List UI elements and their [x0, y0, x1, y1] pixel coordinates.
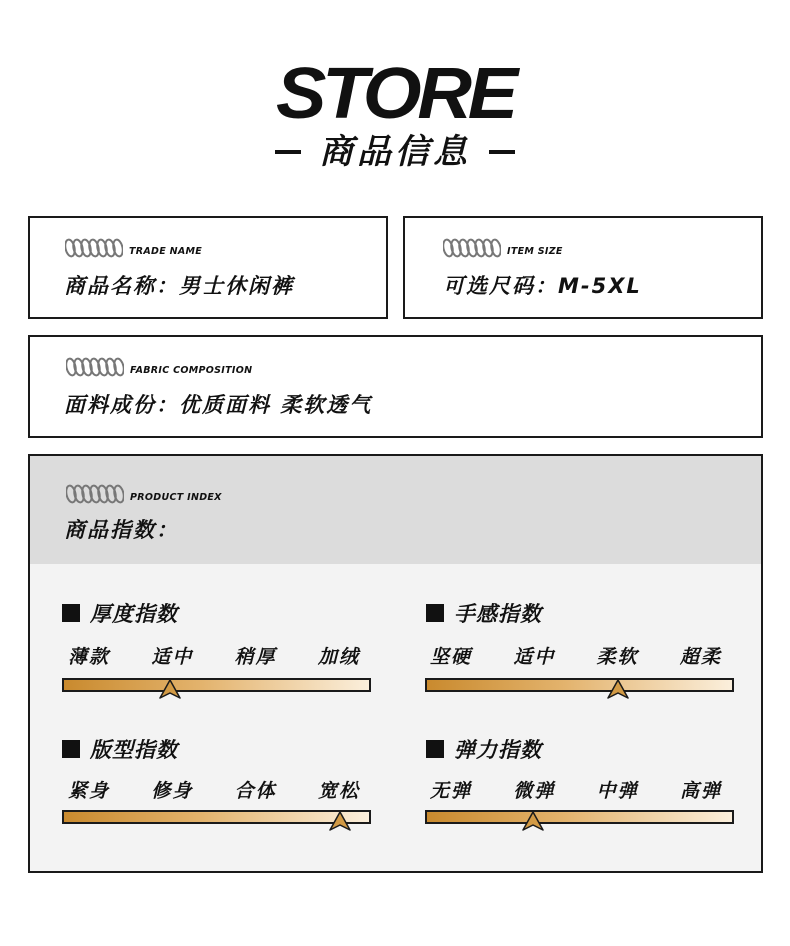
- scale-label: 微弹: [513, 780, 556, 802]
- product-index-header: [30, 456, 761, 564]
- title-dash-right: [489, 150, 515, 154]
- black-square-icon: [62, 740, 80, 758]
- feel-title-text: 手感指数: [454, 602, 542, 626]
- page-title-text: 商品信息: [319, 132, 471, 172]
- fit-index-title: [62, 734, 178, 764]
- product-index-value: 商品指数：: [64, 518, 179, 542]
- scale-label: 超柔: [679, 646, 722, 668]
- spring-coil-icon: [66, 357, 124, 377]
- fabric-card: [28, 335, 763, 438]
- thickness-scale-labels: [68, 642, 360, 669]
- store-logo: STORE: [275, 54, 515, 134]
- thickness-level-bar: [62, 678, 371, 692]
- fit-scale-labels: [68, 776, 360, 803]
- trade-name-tag: [65, 238, 202, 258]
- triangle-marker-icon: [159, 679, 181, 699]
- trade-name-card: [28, 216, 388, 319]
- product-index-tag-text: PRODUCT INDEX: [130, 492, 222, 503]
- item-size-card: [403, 216, 763, 319]
- black-square-icon: [62, 604, 80, 622]
- scale-label: 稍厚: [234, 646, 277, 668]
- spring-coil-icon: [65, 238, 123, 258]
- spring-coil-icon: [443, 238, 501, 258]
- scale-label: 修身: [151, 780, 194, 802]
- product-index-card: [28, 454, 763, 873]
- scale-label: 中弹: [596, 780, 639, 802]
- scale-label: 合体: [234, 780, 277, 802]
- product-index-tag: [66, 484, 222, 504]
- fabric-value: 面料成份：优质面料 柔软透气: [64, 393, 373, 417]
- feel-index-title: [426, 598, 542, 628]
- title-dash-left: [275, 150, 301, 154]
- triangle-marker-icon: [329, 811, 351, 831]
- scale-label: 加绒: [317, 646, 360, 668]
- item-size-tag-text: ITEM SIZE: [507, 246, 563, 257]
- elasticity-index-title: [426, 734, 542, 764]
- trade-name-tag-text: TRADE NAME: [129, 246, 203, 257]
- scale-label: 适中: [151, 646, 194, 668]
- scale-label: 适中: [513, 646, 556, 668]
- spring-coil-icon: [66, 484, 124, 504]
- trade-name-value: 商品名称：男士休闲裤: [64, 274, 294, 298]
- fabric-tag-text: FABRIC COMPOSITION: [130, 365, 253, 376]
- black-square-icon: [426, 740, 444, 758]
- feel-level-bar: [425, 678, 734, 692]
- scale-label: 紧身: [68, 780, 111, 802]
- triangle-marker-icon: [522, 811, 544, 831]
- elasticity-scale-labels: [430, 776, 722, 803]
- black-square-icon: [426, 604, 444, 622]
- fabric-tag: [66, 357, 252, 377]
- feel-scale-labels: [430, 642, 722, 669]
- item-size-tag: [443, 238, 563, 258]
- scale-label: 坚硬: [430, 646, 473, 668]
- item-size-value: 可选尺码：M-5XL: [443, 274, 642, 298]
- scale-label: 无弹: [430, 780, 473, 802]
- scale-label: 高弹: [679, 780, 722, 802]
- thickness-index-title: [62, 598, 178, 628]
- fit-title-text: 版型指数: [90, 738, 178, 762]
- scale-label: 柔软: [596, 646, 639, 668]
- fit-level-bar: [62, 810, 371, 824]
- scale-label: 薄款: [68, 646, 111, 668]
- triangle-marker-icon: [607, 679, 629, 699]
- elasticity-level-bar: [425, 810, 734, 824]
- elasticity-title-text: 弹力指数: [454, 738, 542, 762]
- scale-label: 宽松: [317, 780, 360, 802]
- page-title: [0, 130, 790, 174]
- thickness-title-text: 厚度指数: [90, 602, 178, 626]
